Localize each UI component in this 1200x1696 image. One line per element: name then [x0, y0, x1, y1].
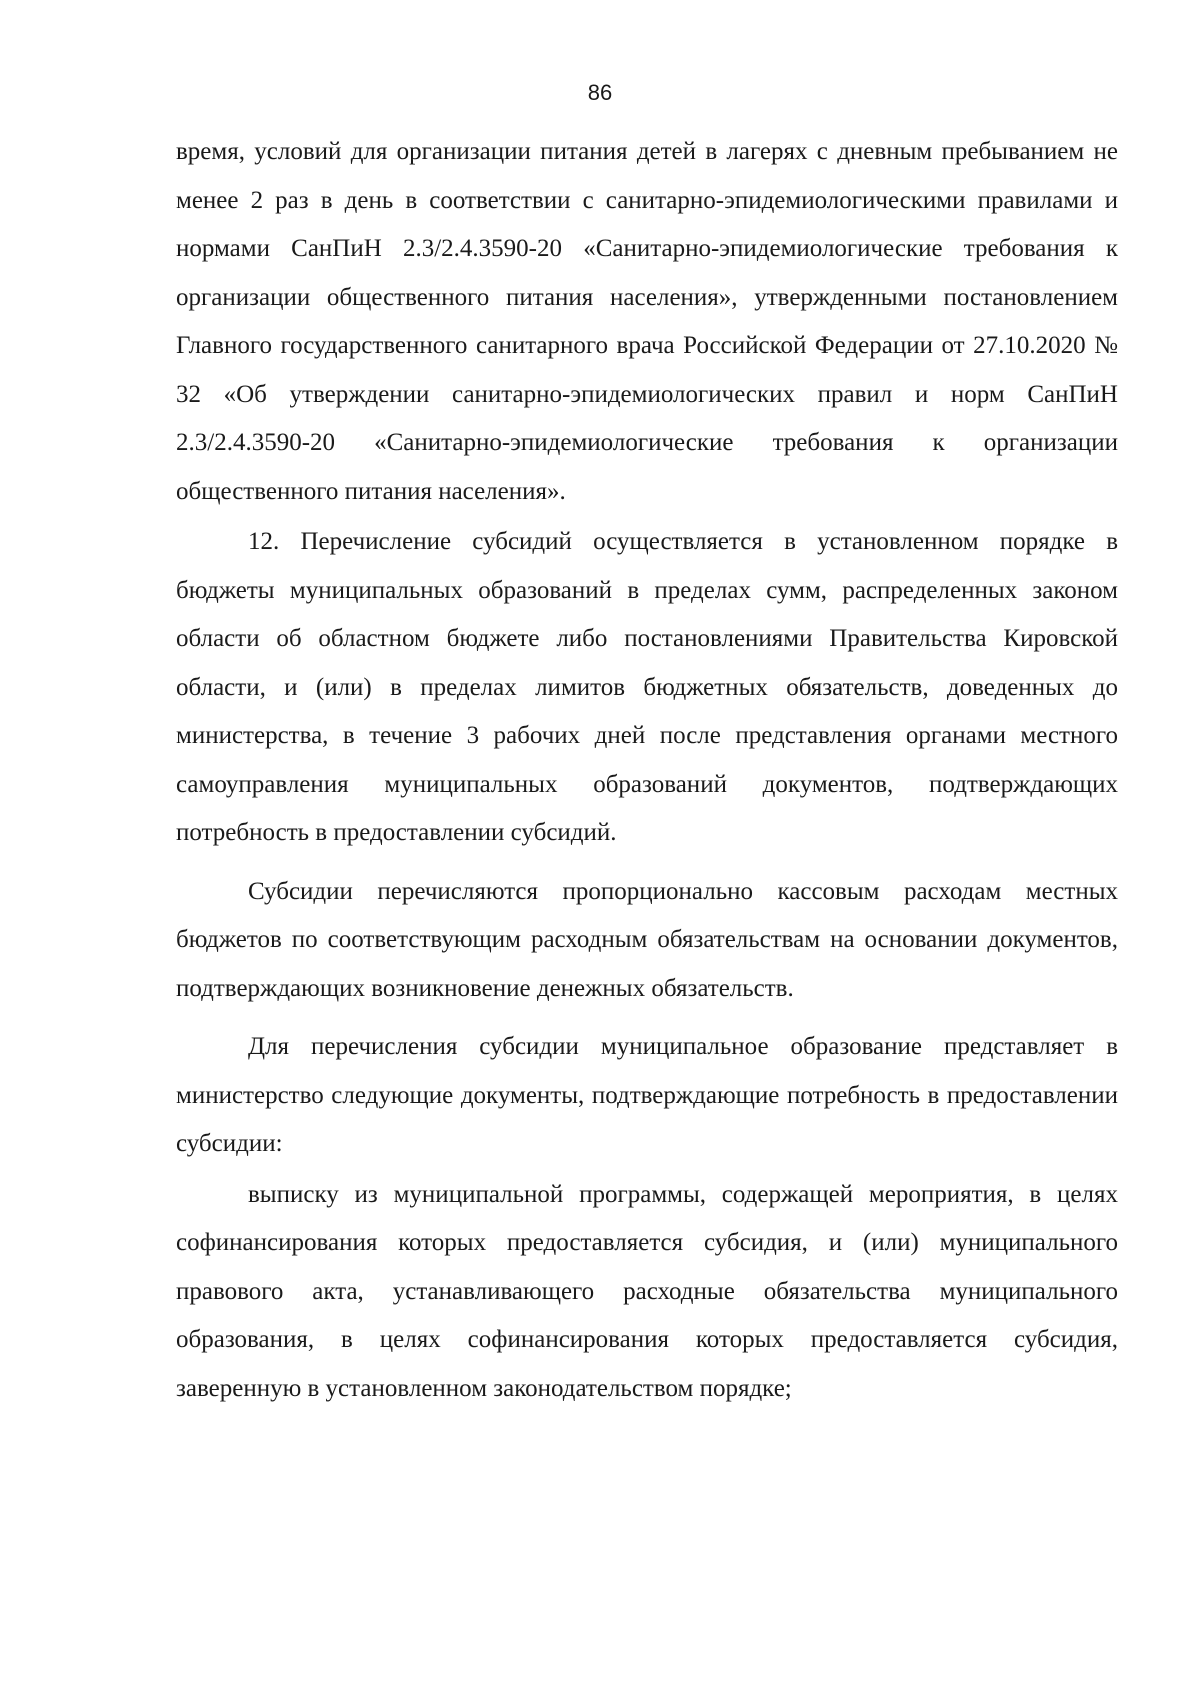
paragraph-continuation: время, условий для организации питания детей в лагерях с дневным пребыванием не менее 2 раз в день в соответствии с санитарно-эпидемиологическими правилами и нормами СанПиН 2.3/2.4.3590-20 «Санитарно-эпидемиологические требования к организации общественного питания населения», утвержденными постановлением Главного государственного санитарного врача Российской Федерации от 27.10.2020 № 32 «Об утверждении санитарно-эпидемиологических правил и норм СанПиН 2.3/2.4.3590-20 «Санитарно-эпидемиологические требования к организации общественного питания населения».: [176, 138, 1118, 505]
paragraph-item-12: 12. Перечисление субсидий осуществляется в установленном порядке в бюджеты муниципальных образований в пределах сумм, распределенных законом области об областном бюджете либо постановлениями Правительства Кировской области, и (или) в пределах лимитов бюджетных обязательств, доведенных до министерства, в течение 3 рабочих дней после представления органами местного самоуправления муниципальных образований документов, подтверждающих потребность в предоставлении субсидий.: [176, 528, 1118, 846]
page-number: 86: [587, 80, 613, 105]
paragraph-program-extract: выписку из муниципальной программы, содержащей мероприятия, в целях софинансирования которых предоставляется субсидия, и (или) муниципального правового акта, устанавливающего расходные обязательства муниципального образования, в целях софинансирования которых предоставляется субсидия, заверенную в установленном законодательством порядке;: [176, 1180, 1118, 1402]
document-body: [176, 128, 1118, 1413]
paragraph-subsidy-transfer: Субсидии перечисляются пропорционально кассовым расходам местных бюджетов по соответствующим расходным обязательствам на основании документов, подтверждающих возникновение денежных обязательств.: [176, 877, 1118, 1002]
paragraph-documents-required: Для перечисления субсидии муниципальное образование представляет в министерство следующие документы, подтверждающие потребность в предоставлении субсидии:: [176, 1033, 1118, 1157]
